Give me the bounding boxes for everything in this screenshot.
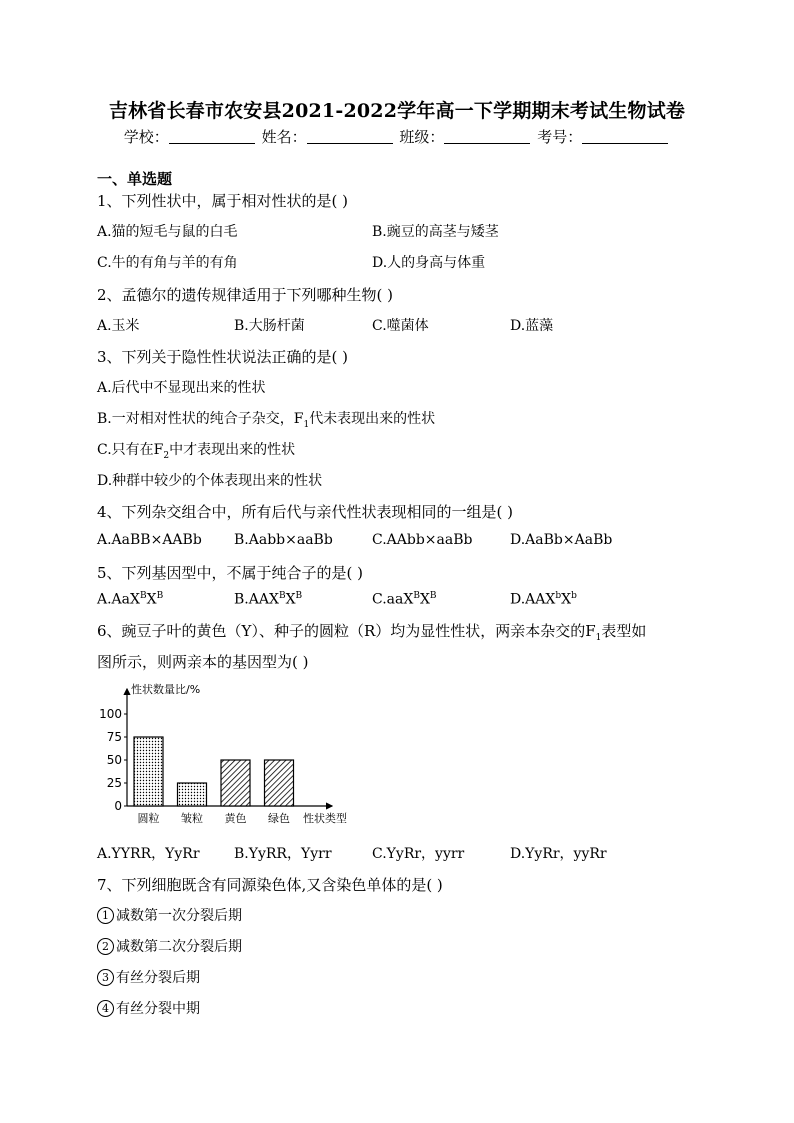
student-info-row [0,126,794,147]
q7-item-4 [97,998,200,1018]
y-tick-label: 75 [106,730,122,744]
y-tick-label: 0 [114,799,122,813]
q1-option-b: B.豌豆的高茎与矮茎 [372,224,499,240]
q3-b-sub: 1 [303,419,310,430]
q7-item-4-text: 有丝分裂中期 [116,1001,200,1017]
q7-item-2-text: 减数第二次分裂后期 [116,939,242,955]
q3-b-text: B.一对相对性状的纯合子杂交，F [97,411,304,427]
number-label: 考号： [537,128,583,146]
circled-number: 1 [97,907,114,924]
q5-option-b [234,591,302,608]
q5-a-text: A.AaX [97,591,140,608]
q7-item-3-text: 有丝分裂后期 [116,970,200,986]
q4-option-b: B.Aabb×aaBb [234,532,333,548]
q5-b-sup1: B [278,591,286,601]
q4-option-d: D.AaBb×AaBb [510,532,613,548]
q3-option-c [97,439,295,461]
question-6-stem-line2: 图所示，则两亲本的基因型为( ) [97,653,309,671]
school-label: 学校： [123,128,169,146]
school-blank[interactable] [169,129,255,144]
q1-option-a: A.猫的短毛与鼠的白毛 [97,224,238,240]
q5-option-c [372,591,437,608]
x-category-label: 皱粒 [181,812,203,825]
bar-3 [221,760,250,806]
bar-4 [265,760,294,806]
trait-ratio-bar-chart [97,677,387,827]
q7-item-1-text: 减数第一次分裂后期 [116,908,242,924]
bar-1 [134,737,163,806]
q4-option-a: A.AaBB×AABb [97,532,202,548]
section-heading: 一、单选题 [97,170,173,188]
q2-option-d: D.蓝藻 [510,318,554,334]
x-category-label: 黄色 [224,812,247,825]
x-axis-label: 性状类型 [303,812,347,825]
x-category-label: 绿色 [268,812,290,825]
q5-option-a [97,591,163,608]
q3-c-text-post: 中才表现出来的性状 [169,442,296,458]
y-tick-label: 100 [99,707,122,721]
class-label: 班级： [399,128,445,146]
q6-stem-post: 表型如 [601,622,647,640]
q5-b-sup2: B [295,591,303,601]
q7-item-3 [97,967,200,987]
question-3-stem: 3、下列关于隐性性状说法正确的是( ) [97,348,349,366]
y-tick-label: 25 [106,776,122,790]
q2-option-a: A.玉米 [97,318,140,334]
q5-a-mid: X [146,591,157,608]
q5-d-mid: X [561,591,572,608]
class-blank[interactable] [444,129,530,144]
bar-2 [178,783,207,806]
q5-a-sup1: B [139,591,147,601]
q5-d-sup2: b [571,591,577,601]
q5-b-text: B.AAX [234,591,279,608]
circled-number: 4 [97,1000,114,1017]
question-2-stem: 2、孟德尔的遗传规律适用于下列哪种生物( ) [97,286,394,304]
number-blank[interactable] [582,129,668,144]
q2-option-c: C.噬菌体 [372,318,429,334]
q3-option-d: D.种群中较少的个体表现出来的性状 [97,473,323,489]
q5-c-text: C.aaX [372,591,414,608]
q5-c-sup2: B [429,591,437,601]
name-blank[interactable] [307,129,393,144]
q5-option-d [510,591,577,608]
q3-option-b [97,408,435,430]
q1-option-c: C.牛的有角与羊的有角 [97,255,238,271]
q6-stem-text: 6、豌豆子叶的黄色（Y）、种子的圆粒（R）均为显性性状，两亲本杂交的F [97,622,596,640]
q3-b-text-post: 代未表现出来的性状 [309,411,436,427]
circled-number: 3 [97,969,114,986]
x-category-label: 圆粒 [137,812,160,825]
question-5-stem: 5、下列基因型中，不属于纯合子的是( ) [97,564,364,582]
q5-c-mid: X [419,591,430,608]
question-1-stem: 1、下列性状中，属于相对性状的是( ) [97,192,349,210]
y-axis-label: 性状数量比/% [131,683,201,696]
q7-item-1 [97,905,242,925]
circled-number: 2 [97,938,114,955]
q5-a-sup2: B [156,591,164,601]
q5-d-sup1: b [555,591,562,601]
y-tick-label: 50 [106,753,122,767]
question-4-stem: 4、下列杂交组合中，所有后代与亲代性状表现相同的一组是( ) [97,503,514,521]
q6-option-a: A.YYRR，YyRr [97,846,200,862]
q1-option-d: D.人的身高与体重 [372,255,486,271]
q5-b-mid: X [285,591,296,608]
name-label: 姓名： [261,128,307,146]
question-7-stem: 7、下列细胞既含有同源染色体,又含染色单体的是( ) [97,876,443,894]
q2-option-b: B.大肠杆菌 [234,318,305,334]
q6-stem-sub: 1 [595,633,602,643]
q4-option-c: C.AAbb×aaBb [372,532,473,548]
page-title: 吉林省长春市农安县2021-2022学年高一下学期期末考试生物试卷 [108,100,686,122]
question-6-stem [97,620,646,643]
q5-d-text: D.AAX [510,591,556,608]
q6-option-d: D.YyRr，yyRr [510,846,607,862]
q3-c-sub: 2 [163,450,170,461]
q3-option-a: A.后代中不显现出来的性状 [97,380,266,396]
q3-c-text: C.只有在F [97,442,164,458]
q7-item-2 [97,936,242,956]
q6-option-c: C.YyRr，yyrr [372,846,465,862]
q6-option-b: B.YyRR，Yyrr [234,846,332,862]
q5-c-sup1: B [413,591,420,601]
